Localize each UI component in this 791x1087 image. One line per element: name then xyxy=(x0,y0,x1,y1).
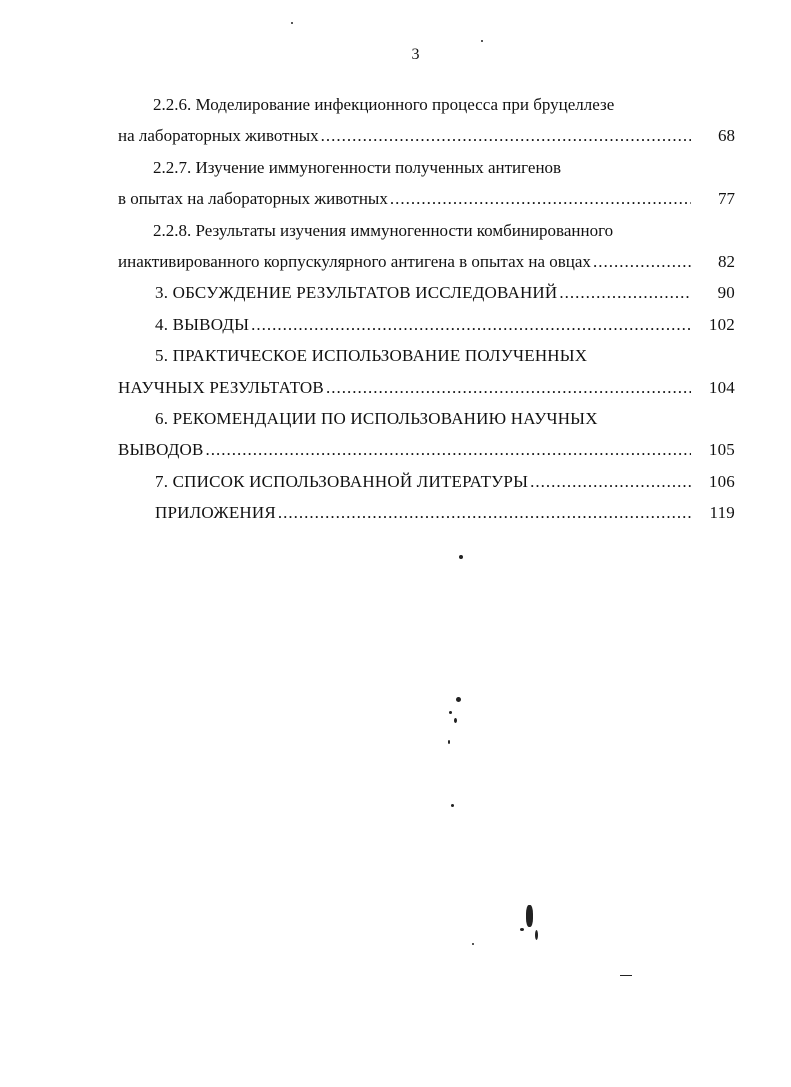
scan-speck xyxy=(456,697,461,702)
scan-speck xyxy=(451,804,454,807)
scan-speck xyxy=(459,555,463,559)
toc-entry-page: 106 xyxy=(708,471,735,491)
scan-speck xyxy=(620,975,632,976)
toc-entry-label: инактивированного корпускулярного антигена в опытах на овцах xyxy=(118,251,591,271)
scan-speck xyxy=(520,928,524,931)
toc-entry-2-2-8 xyxy=(118,250,735,281)
scan-speck xyxy=(472,943,474,945)
toc-entry-2-2-7 xyxy=(118,187,735,218)
toc-entry-5 xyxy=(118,376,735,407)
scan-speck xyxy=(526,905,533,927)
toc-entry-label: 2.2.8. Результаты изучения иммуногенности комбинированного xyxy=(153,220,614,240)
toc-entry-label: 4. ВЫВОДЫ xyxy=(155,314,250,334)
dot-leader xyxy=(326,376,691,400)
toc-entry-label: ПРИЛОЖЕНИЯ xyxy=(155,503,276,523)
dot-leader xyxy=(530,470,691,494)
toc-entry-6 xyxy=(118,438,735,469)
page-number: 3 xyxy=(411,46,420,63)
toc-entry-page: 119 xyxy=(709,503,735,523)
toc-entry-label: 3. ОБСУЖДЕНИЕ РЕЗУЛЬТАТОВ ИССЛЕДОВАНИЙ xyxy=(155,283,558,303)
toc-entry-2-2-7-heading xyxy=(118,156,735,187)
toc-entry-label: 5. ПРАКТИЧЕСКОЕ ИСПОЛЬЗОВАНИЕ ПОЛУЧЕННЫХ xyxy=(155,346,588,366)
toc-entry-4 xyxy=(118,313,735,344)
toc-entry-page: 77 xyxy=(718,189,735,209)
toc-entry-3 xyxy=(118,281,735,312)
dot-leader xyxy=(251,313,691,337)
toc-entry-label: в опытах на лабораторных животных xyxy=(118,189,388,209)
toc-entry-appendices xyxy=(118,501,735,532)
toc-entry-label: 2.2.6. Моделирование инфекционного процесса при бруцеллезе xyxy=(153,95,615,114)
toc-entry-label: 2.2.7. Изучение иммуногенности полученных антигенов xyxy=(153,157,562,177)
toc-entry-page: 82 xyxy=(718,251,735,271)
toc-entry-label: ВЫВОДОВ xyxy=(118,440,204,460)
toc-entry-5-heading xyxy=(118,344,735,375)
toc-entry-label: НАУЧНЫХ РЕЗУЛЬТАТОВ xyxy=(118,377,324,397)
toc-entry-page: 104 xyxy=(708,377,735,397)
toc-entry-7 xyxy=(118,470,735,501)
toc-entry-2-2-6 xyxy=(118,124,735,155)
dot-leader xyxy=(593,250,691,274)
toc-entry-2-2-6-heading xyxy=(118,93,735,124)
scan-speck xyxy=(481,40,483,42)
dot-leader xyxy=(390,187,691,211)
toc-entry-label: 7. СПИСОК ИСПОЛЬЗОВАННОЙ ЛИТЕРАТУРЫ xyxy=(155,471,529,491)
toc-entry-page: 90 xyxy=(717,283,735,303)
dot-leader xyxy=(278,501,691,525)
toc-entry-page: 102 xyxy=(708,314,735,334)
toc-entry-label: на лабораторных животных xyxy=(118,126,319,146)
toc-entry-2-2-8-heading xyxy=(118,219,735,250)
dot-leader xyxy=(559,281,691,305)
scan-speck xyxy=(535,930,538,940)
scan-speck xyxy=(454,718,457,723)
dot-leader xyxy=(321,124,691,148)
toc-entry-label: 6. РЕКОМЕНДАЦИИ ПО ИСПОЛЬЗОВАНИЮ НАУЧНЫХ xyxy=(155,408,598,428)
toc-entry-6-heading xyxy=(118,407,735,438)
scan-speck xyxy=(449,711,452,714)
toc-entry-page: 105 xyxy=(708,440,735,460)
dot-leader xyxy=(206,438,691,462)
scan-speck xyxy=(291,22,293,24)
scan-speck xyxy=(448,740,450,744)
toc-entry-page: 68 xyxy=(718,126,735,146)
table-of-contents xyxy=(118,93,735,532)
